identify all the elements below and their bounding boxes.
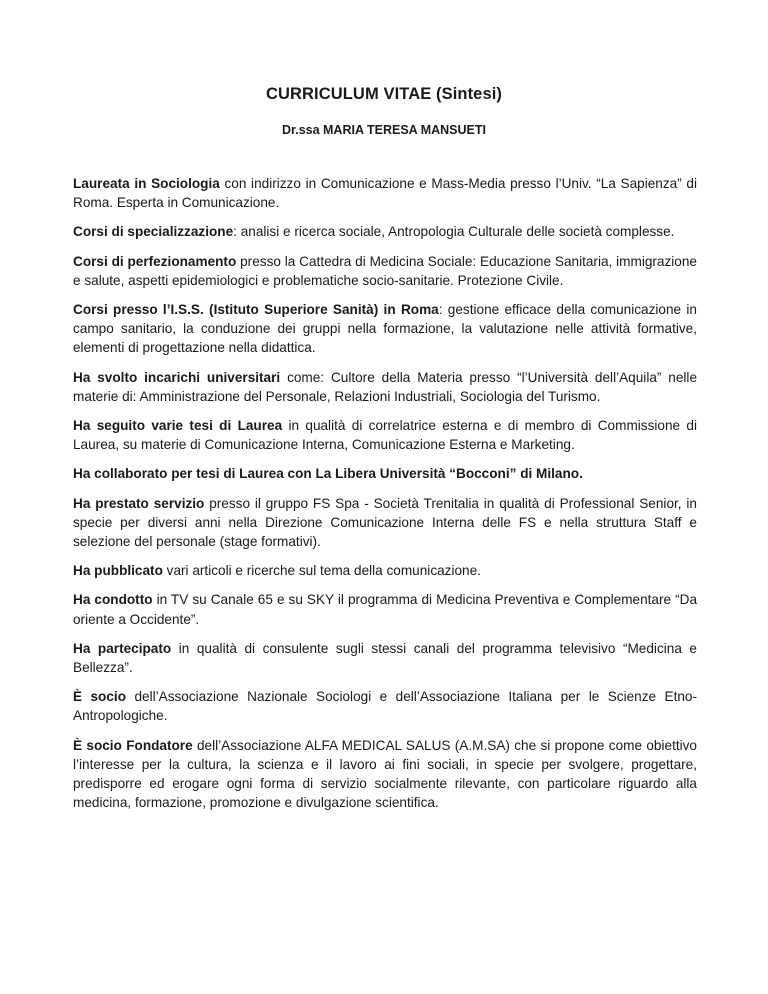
document-subtitle: Dr.ssa MARIA TERESA MANSUETI xyxy=(282,123,486,137)
paragraph-lead: Ha partecipato xyxy=(73,640,172,656)
paragraph-text: presso la Cattedra di Medicina Sociale: Educazione Sanitaria, immigrazione e salute, aspetti epidemiologici e problematiche socio-sanitarie. Protezione Civile. xyxy=(73,253,697,288)
paragraph-tv-consultant xyxy=(73,639,697,677)
paragraph-lead: Ha collaborato per tesi di Laurea con La Libera Università “Bocconi” di Milano. xyxy=(73,466,583,482)
paragraph-lead: Ha prestato servizio xyxy=(73,495,205,511)
document-body xyxy=(73,174,697,822)
paragraph-text: in qualità di correlatrice esterna e di membro di Commissione di Laurea, su materie di Comunicazione Interna, Comunicazione Esterna e Marketing. xyxy=(73,418,697,453)
paragraph-specialization xyxy=(73,222,697,241)
paragraph-text: come: Cultore della Materia presso “l’Università dell’Aquila” nelle materie di: Amministrazione del Personale, Relazioni Industriali, Sociologia del Turismo. xyxy=(73,369,698,404)
paragraph-founder xyxy=(73,736,697,813)
paragraph-university-roles xyxy=(73,368,697,406)
paragraph-lead: Ha svolto incarichi universitari xyxy=(73,369,281,385)
paragraph-lead: Corsi di specializzazione xyxy=(73,224,234,240)
paragraph-text: dell’Associazione ALFA MEDICAL SALUS (A.M.SA) che si propone come obiettivo l’interesse per la cultura, la scienza e il lavoro ai fini sociali, in specie per svolgere, progettare, predisporre ed erogare ogni forma di servizio socialmente rilevante, con particolare riguardo alla medicina, formazione, promozione e divulgazione scientifica. xyxy=(73,737,697,811)
paragraph-lead: Ha seguito varie tesi di Laurea xyxy=(73,418,283,434)
paragraph-lead: È socio Fondatore xyxy=(73,737,193,753)
paragraph-fs-service xyxy=(73,494,697,552)
paragraph-tv-host xyxy=(73,590,697,628)
paragraph-thesis-supervision xyxy=(73,416,697,454)
paragraph-lead: Corsi di perfezionamento xyxy=(73,253,237,269)
paragraph-lead: È socio xyxy=(73,689,127,705)
paragraph-text: dell’Associazione Nazionale Sociologi e dell’Associazione Italiana per le Scienze Etno-Antropologiche. xyxy=(73,689,697,724)
paragraph-memberships xyxy=(73,687,697,725)
paragraph-education xyxy=(73,174,697,212)
paragraph-text: : analisi e ricerca sociale, Antropologia Culturale delle società complesse. xyxy=(233,224,675,240)
document-title: CURRICULUM VITAE (Sintesi) xyxy=(265,85,503,103)
paragraph-text: : gestione efficace della comunicazione in campo sanitario, la conduzione dei gruppi nella formazione, la valutazione nelle attività formative, elementi di progettazione nella didattica. xyxy=(73,302,697,356)
paragraph-lead: Ha pubblicato xyxy=(73,563,163,579)
paragraph-lead: Laureata in Sociologia xyxy=(73,176,220,191)
paragraph-text: in TV su Canale 65 e su SKY il programma di Medicina Preventiva e Complementare “Da oriente a Occidente”. xyxy=(73,592,698,627)
paragraph-text: vari articoli e ricerche sul tema della comunicazione. xyxy=(162,563,481,579)
paragraph-perfection-courses xyxy=(73,252,697,290)
paragraph-text: in qualità di consulente sugli stessi canali del programma televisivo “Medicina e Bellezza”. xyxy=(73,640,697,676)
paragraph-lead: Corsi presso l’I.S.S. (Istituto Superiore Sanità) in Roma xyxy=(73,302,439,318)
paragraph-publications xyxy=(73,561,697,580)
paragraph-text: presso il gruppo FS Spa - Società Trenitalia in qualità di Professional Senior, in specie per diversi anni nella Direzione Comunicazione Interna delle FS e nella struttura Staff e selezione del personale (stage formativi). xyxy=(73,495,697,550)
paragraph-bocconi-collaboration xyxy=(73,464,697,483)
paragraph-lead: Ha condotto xyxy=(73,592,153,608)
paragraph-text: con indirizzo in Comunicazione e Mass-Media presso l’Univ. “La Sapienza” di Roma. Esperta in Comunicazione. xyxy=(73,176,698,211)
paragraph-iss-courses xyxy=(73,300,697,358)
